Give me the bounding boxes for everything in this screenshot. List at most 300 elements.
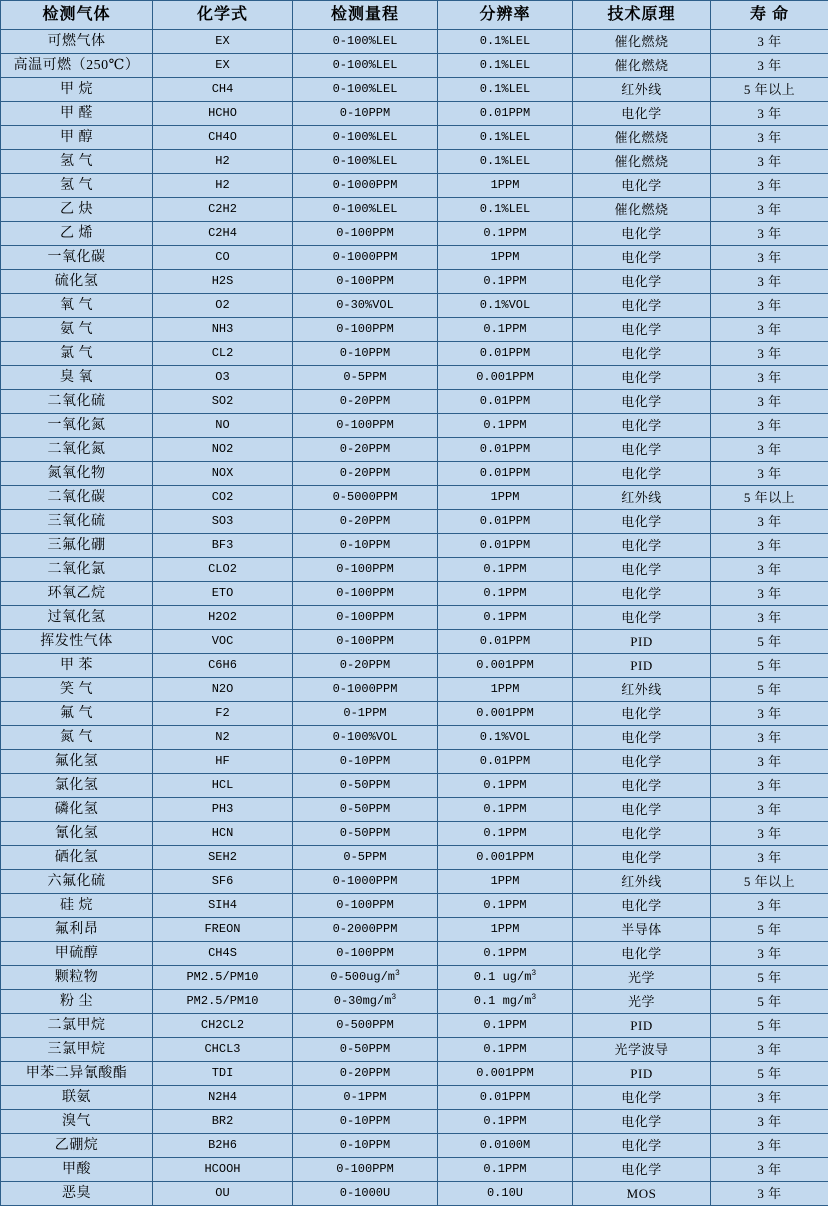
cell-resolution: 0.1%VOL (438, 294, 573, 318)
cell-resolution: 0.01PPM (438, 390, 573, 414)
table-row (1, 54, 828, 78)
cell-gas-name: 甲 醇 (1, 126, 153, 150)
cell-range: 0-20PPM (293, 390, 438, 414)
cell-lifetime: 3 年 (711, 174, 828, 198)
cell-gas-name: 氨 气 (1, 318, 153, 342)
cell-lifetime: 5 年 (711, 678, 828, 702)
cell-formula: SO3 (153, 510, 293, 534)
cell-technology: 电化学 (573, 822, 711, 846)
cell-gas-name: 氯化氢 (1, 774, 153, 798)
cell-resolution: 0.01PPM (438, 534, 573, 558)
cell-technology: 半导体 (573, 918, 711, 942)
cell-lifetime: 3 年 (711, 126, 828, 150)
table-row (1, 1086, 828, 1110)
cell-range: 0-50PPM (293, 822, 438, 846)
cell-lifetime: 3 年 (711, 462, 828, 486)
table-row (1, 990, 828, 1014)
cell-range: 0-1000PPM (293, 174, 438, 198)
cell-gas-name: 氟化氢 (1, 750, 153, 774)
cell-technology: 电化学 (573, 174, 711, 198)
cell-technology: PID (573, 654, 711, 678)
cell-gas-name: 二氧化硫 (1, 390, 153, 414)
cell-technology: 红外线 (573, 678, 711, 702)
cell-resolution: 0.10U (438, 1182, 573, 1206)
cell-range: 0-100PPM (293, 558, 438, 582)
cell-lifetime: 3 年 (711, 534, 828, 558)
cell-resolution: 0.001PPM (438, 366, 573, 390)
cell-technology: 催化燃烧 (573, 54, 711, 78)
cell-lifetime: 3 年 (711, 438, 828, 462)
cell-resolution: 0.1%LEL (438, 30, 573, 54)
cell-lifetime: 3 年 (711, 270, 828, 294)
cell-range: $0-500ug/m^3$ (293, 966, 438, 990)
cell-technology: 电化学 (573, 774, 711, 798)
cell-formula: BF3 (153, 534, 293, 558)
cell-resolution: 0.1%LEL (438, 198, 573, 222)
column-header-technology: 技术原理 (573, 1, 711, 30)
cell-resolution: 0.01PPM (438, 1086, 573, 1110)
cell-resolution: 0.1PPM (438, 270, 573, 294)
cell-range: 0-100PPM (293, 894, 438, 918)
cell-resolution: 1PPM (438, 174, 573, 198)
cell-lifetime: 3 年 (711, 582, 828, 606)
cell-range: 0-100PPM (293, 582, 438, 606)
cell-resolution: 0.1PPM (438, 414, 573, 438)
cell-technology: 电化学 (573, 366, 711, 390)
table-row (1, 438, 828, 462)
cell-technology: 电化学 (573, 894, 711, 918)
cell-formula: SIH4 (153, 894, 293, 918)
cell-formula: HCN (153, 822, 293, 846)
cell-resolution: 0.01PPM (438, 438, 573, 462)
cell-gas-name: 甲 醛 (1, 102, 153, 126)
cell-formula: CO (153, 246, 293, 270)
table-row (1, 606, 828, 630)
cell-resolution: 1PPM (438, 870, 573, 894)
cell-resolution: 0.1PPM (438, 582, 573, 606)
table-row (1, 30, 828, 54)
cell-gas-name: 甲硫醇 (1, 942, 153, 966)
cell-gas-name: 一氧化氮 (1, 414, 153, 438)
cell-range: 0-5PPM (293, 366, 438, 390)
cell-range: 0-5000PPM (293, 486, 438, 510)
cell-lifetime: 3 年 (711, 774, 828, 798)
cell-formula: B2H6 (153, 1134, 293, 1158)
cell-formula: VOC (153, 630, 293, 654)
cell-formula: NOX (153, 462, 293, 486)
cell-gas-name: 三氯甲烷 (1, 1038, 153, 1062)
cell-gas-name: 过氧化氢 (1, 606, 153, 630)
cell-range: 0-100PPM (293, 270, 438, 294)
cell-range: 0-10PPM (293, 1110, 438, 1134)
cell-range: 0-100PPM (293, 222, 438, 246)
cell-formula: CH4 (153, 78, 293, 102)
cell-lifetime: 3 年 (711, 558, 828, 582)
cell-lifetime: 3 年 (711, 822, 828, 846)
cell-gas-name: 磷化氢 (1, 798, 153, 822)
cell-technology: 催化燃烧 (573, 198, 711, 222)
cell-range: 0-20PPM (293, 1062, 438, 1086)
cell-formula: CH4S (153, 942, 293, 966)
table-row (1, 1014, 828, 1038)
table-row (1, 1110, 828, 1134)
table-header (1, 1, 828, 30)
cell-resolution: 0.001PPM (438, 654, 573, 678)
cell-gas-name: 氧 气 (1, 294, 153, 318)
cell-technology: 电化学 (573, 750, 711, 774)
cell-resolution: 0.001PPM (438, 702, 573, 726)
cell-range: 0-1PPM (293, 702, 438, 726)
cell-gas-name: 二氧化碳 (1, 486, 153, 510)
cell-range: 0-100PPM (293, 414, 438, 438)
cell-gas-name: 挥发性气体 (1, 630, 153, 654)
cell-formula: C6H6 (153, 654, 293, 678)
cell-technology: 电化学 (573, 1110, 711, 1134)
cell-technology: 红外线 (573, 870, 711, 894)
cell-resolution: 0.1PPM (438, 318, 573, 342)
cell-technology: 电化学 (573, 1134, 711, 1158)
cell-formula: PM2.5/PM10 (153, 990, 293, 1014)
cell-lifetime: 3 年 (711, 702, 828, 726)
cell-gas-name: 硫化氢 (1, 270, 153, 294)
cell-gas-name: 氟 气 (1, 702, 153, 726)
cell-technology: MOS (573, 1182, 711, 1206)
cell-range: 0-100%LEL (293, 54, 438, 78)
cell-resolution: 0.1PPM (438, 1014, 573, 1038)
cell-technology: 电化学 (573, 390, 711, 414)
table-row (1, 222, 828, 246)
cell-gas-name: 氟利昂 (1, 918, 153, 942)
cell-range: 0-500PPM (293, 1014, 438, 1038)
table-row (1, 342, 828, 366)
cell-gas-name: 高温可燃（250℃） (1, 54, 153, 78)
cell-technology: 电化学 (573, 582, 711, 606)
table-row (1, 318, 828, 342)
cell-technology: 电化学 (573, 222, 711, 246)
cell-formula: CO2 (153, 486, 293, 510)
table-row (1, 1182, 828, 1206)
cell-range: 0-50PPM (293, 798, 438, 822)
cell-lifetime: 5 年 (711, 630, 828, 654)
cell-resolution: 0.1PPM (438, 822, 573, 846)
cell-technology: 电化学 (573, 702, 711, 726)
cell-gas-name: 乙硼烷 (1, 1134, 153, 1158)
cell-formula: FREON (153, 918, 293, 942)
cell-technology: 电化学 (573, 942, 711, 966)
cell-lifetime: 3 年 (711, 1110, 828, 1134)
cell-formula: PM2.5/PM10 (153, 966, 293, 990)
table-row (1, 414, 828, 438)
table-row (1, 846, 828, 870)
cell-gas-name: 环氧乙烷 (1, 582, 153, 606)
cell-formula: CH2CL2 (153, 1014, 293, 1038)
header-row (1, 1, 828, 30)
cell-resolution: 0.1%LEL (438, 54, 573, 78)
table-row (1, 198, 828, 222)
cell-range: 0-5PPM (293, 846, 438, 870)
cell-range: 0-2000PPM (293, 918, 438, 942)
cell-formula: BR2 (153, 1110, 293, 1134)
cell-resolution: 0.1%VOL (438, 726, 573, 750)
cell-resolution: 1PPM (438, 486, 573, 510)
cell-resolution: 1PPM (438, 678, 573, 702)
cell-gas-name: 氢 气 (1, 174, 153, 198)
cell-resolution: 0.1%LEL (438, 126, 573, 150)
cell-formula: TDI (153, 1062, 293, 1086)
table-row (1, 126, 828, 150)
cell-range: 0-20PPM (293, 462, 438, 486)
cell-range: 0-100%LEL (293, 78, 438, 102)
cell-lifetime: 3 年 (711, 294, 828, 318)
table-row (1, 1158, 828, 1182)
table-row (1, 390, 828, 414)
cell-gas-name: 甲 苯 (1, 654, 153, 678)
cell-technology: 电化学 (573, 246, 711, 270)
cell-formula: N2H4 (153, 1086, 293, 1110)
cell-range: 0-50PPM (293, 1038, 438, 1062)
cell-gas-name: 六氟化硫 (1, 870, 153, 894)
cell-lifetime: 3 年 (711, 1182, 828, 1206)
cell-gas-name: 笑 气 (1, 678, 153, 702)
cell-lifetime: 5 年 (711, 990, 828, 1014)
table-row (1, 534, 828, 558)
column-header-formula: 化学式 (153, 1, 293, 30)
cell-range: $0-30mg/m^3$ (293, 990, 438, 1014)
cell-formula: HCOOH (153, 1158, 293, 1182)
cell-lifetime: 5 年以上 (711, 78, 828, 102)
cell-resolution: 0.01PPM (438, 630, 573, 654)
cell-technology: 电化学 (573, 102, 711, 126)
table-row (1, 1134, 828, 1158)
cell-lifetime: 3 年 (711, 198, 828, 222)
column-header-lifetime: 寿 命 (711, 1, 828, 30)
cell-technology: 电化学 (573, 1086, 711, 1110)
cell-lifetime: 3 年 (711, 1038, 828, 1062)
cell-technology: 电化学 (573, 606, 711, 630)
table-row (1, 966, 828, 990)
cell-formula: O3 (153, 366, 293, 390)
cell-range: 0-100PPM (293, 606, 438, 630)
cell-gas-name: 甲酸 (1, 1158, 153, 1182)
cell-gas-name: 硅 烷 (1, 894, 153, 918)
cell-gas-name: 联氨 (1, 1086, 153, 1110)
cell-range: 0-100%VOL (293, 726, 438, 750)
cell-gas-name: 臭 氧 (1, 366, 153, 390)
cell-formula: F2 (153, 702, 293, 726)
cell-lifetime: 3 年 (711, 1134, 828, 1158)
cell-gas-name: 恶臭 (1, 1182, 153, 1206)
cell-resolution: 1PPM (438, 246, 573, 270)
cell-resolution: 0.01PPM (438, 102, 573, 126)
table-row (1, 270, 828, 294)
cell-range: 0-10PPM (293, 1134, 438, 1158)
cell-formula: H2S (153, 270, 293, 294)
table-body (1, 30, 828, 1206)
cell-lifetime: 3 年 (711, 30, 828, 54)
cell-formula: CHCL3 (153, 1038, 293, 1062)
cell-range: 0-20PPM (293, 438, 438, 462)
cell-lifetime: 3 年 (711, 942, 828, 966)
cell-lifetime: 3 年 (711, 102, 828, 126)
cell-lifetime: 3 年 (711, 318, 828, 342)
cell-lifetime: 3 年 (711, 54, 828, 78)
cell-formula: C2H2 (153, 198, 293, 222)
cell-formula: SEH2 (153, 846, 293, 870)
cell-technology: 红外线 (573, 486, 711, 510)
cell-gas-name: 二氧化氮 (1, 438, 153, 462)
cell-resolution: 0.1PPM (438, 1038, 573, 1062)
cell-formula: NO (153, 414, 293, 438)
column-header-resolution: 分辨率 (438, 1, 573, 30)
cell-resolution: 0.1PPM (438, 942, 573, 966)
table-row (1, 942, 828, 966)
table-row (1, 654, 828, 678)
cell-gas-name: 颗粒物 (1, 966, 153, 990)
cell-range: 0-100PPM (293, 942, 438, 966)
cell-resolution: 0.1PPM (438, 558, 573, 582)
cell-lifetime: 3 年 (711, 726, 828, 750)
table-row (1, 510, 828, 534)
cell-resolution: 1PPM (438, 918, 573, 942)
table-row (1, 246, 828, 270)
cell-technology: 电化学 (573, 726, 711, 750)
table-row (1, 462, 828, 486)
cell-range: 0-10PPM (293, 534, 438, 558)
cell-formula: EX (153, 30, 293, 54)
table-row (1, 702, 828, 726)
cell-lifetime: 3 年 (711, 222, 828, 246)
table-row (1, 774, 828, 798)
cell-technology: 红外线 (573, 78, 711, 102)
cell-range: 0-100PPM (293, 318, 438, 342)
column-header-range: 检测量程 (293, 1, 438, 30)
cell-lifetime: 5 年以上 (711, 870, 828, 894)
cell-lifetime: 3 年 (711, 510, 828, 534)
cell-technology: 催化燃烧 (573, 126, 711, 150)
table-row (1, 1038, 828, 1062)
cell-technology: 电化学 (573, 558, 711, 582)
cell-gas-name: 乙 炔 (1, 198, 153, 222)
cell-lifetime: 5 年 (711, 1062, 828, 1086)
cell-formula: HF (153, 750, 293, 774)
cell-technology: 光学 (573, 990, 711, 1014)
cell-formula: ETO (153, 582, 293, 606)
cell-range: 0-1000PPM (293, 870, 438, 894)
cell-resolution: 0.1%LEL (438, 150, 573, 174)
cell-gas-name: 甲 烷 (1, 78, 153, 102)
cell-technology: 电化学 (573, 342, 711, 366)
table-row (1, 150, 828, 174)
cell-range: 0-100PPM (293, 630, 438, 654)
cell-technology: 电化学 (573, 534, 711, 558)
table-row (1, 726, 828, 750)
cell-range: 0-20PPM (293, 654, 438, 678)
cell-technology: 电化学 (573, 510, 711, 534)
cell-formula: N2 (153, 726, 293, 750)
cell-resolution: 0.001PPM (438, 846, 573, 870)
cell-formula: N2O (153, 678, 293, 702)
cell-technology: 电化学 (573, 438, 711, 462)
table-row (1, 630, 828, 654)
cell-range: 0-30%VOL (293, 294, 438, 318)
cell-formula: SO2 (153, 390, 293, 414)
cell-range: 0-100PPM (293, 1158, 438, 1182)
cell-formula: C2H4 (153, 222, 293, 246)
cell-lifetime: 5 年 (711, 966, 828, 990)
cell-range: 0-1PPM (293, 1086, 438, 1110)
cell-resolution: 0.1%LEL (438, 78, 573, 102)
cell-formula: H2 (153, 150, 293, 174)
cell-lifetime: 3 年 (711, 1158, 828, 1182)
cell-resolution: 0.1PPM (438, 606, 573, 630)
cell-formula: HCL (153, 774, 293, 798)
table-row (1, 582, 828, 606)
cell-range: 0-100%LEL (293, 30, 438, 54)
cell-resolution: 0.1PPM (438, 222, 573, 246)
cell-lifetime: 3 年 (711, 414, 828, 438)
table-row (1, 894, 828, 918)
cell-technology: 催化燃烧 (573, 150, 711, 174)
cell-lifetime: 3 年 (711, 798, 828, 822)
cell-range: 0-1000U (293, 1182, 438, 1206)
cell-resolution: 0.1PPM (438, 1110, 573, 1134)
cell-gas-name: 氮氧化物 (1, 462, 153, 486)
cell-range: 0-100%LEL (293, 126, 438, 150)
cell-formula: H2 (153, 174, 293, 198)
cell-gas-name: 三氧化硫 (1, 510, 153, 534)
table-row (1, 174, 828, 198)
cell-formula: OU (153, 1182, 293, 1206)
cell-technology: 光学 (573, 966, 711, 990)
cell-technology: 催化燃烧 (573, 30, 711, 54)
cell-gas-name: 粉 尘 (1, 990, 153, 1014)
cell-range: 0-10PPM (293, 102, 438, 126)
cell-resolution: 0.1PPM (438, 798, 573, 822)
cell-technology: 电化学 (573, 270, 711, 294)
cell-technology: PID (573, 1014, 711, 1038)
cell-resolution: 0.1PPM (438, 894, 573, 918)
cell-gas-name: 氯 气 (1, 342, 153, 366)
cell-resolution: 0.01PPM (438, 750, 573, 774)
table-row (1, 822, 828, 846)
cell-gas-name: 一氧化碳 (1, 246, 153, 270)
cell-gas-name: 二氧化氯 (1, 558, 153, 582)
cell-lifetime: 3 年 (711, 894, 828, 918)
cell-formula: CLO2 (153, 558, 293, 582)
table-row (1, 366, 828, 390)
cell-lifetime: 3 年 (711, 606, 828, 630)
cell-formula: NO2 (153, 438, 293, 462)
cell-resolution: 0.01PPM (438, 462, 573, 486)
cell-resolution: 0.1PPM (438, 1158, 573, 1182)
cell-formula: PH3 (153, 798, 293, 822)
cell-technology: 电化学 (573, 1158, 711, 1182)
column-header-gas-name: 检测气体 (1, 1, 153, 30)
cell-gas-name: 三氟化硼 (1, 534, 153, 558)
cell-gas-name: 甲苯二异氰酸酯 (1, 1062, 153, 1086)
cell-formula: H2O2 (153, 606, 293, 630)
cell-lifetime: 3 年 (711, 390, 828, 414)
cell-resolution: 0.1 $ug/m^3$ (438, 966, 573, 990)
cell-formula: CL2 (153, 342, 293, 366)
cell-resolution: 0.1PPM (438, 774, 573, 798)
cell-lifetime: 5 年 (711, 1014, 828, 1038)
cell-formula: EX (153, 54, 293, 78)
cell-range: 0-1000PPM (293, 246, 438, 270)
cell-gas-name: 氮 气 (1, 726, 153, 750)
cell-lifetime: 3 年 (711, 750, 828, 774)
cell-technology: PID (573, 630, 711, 654)
